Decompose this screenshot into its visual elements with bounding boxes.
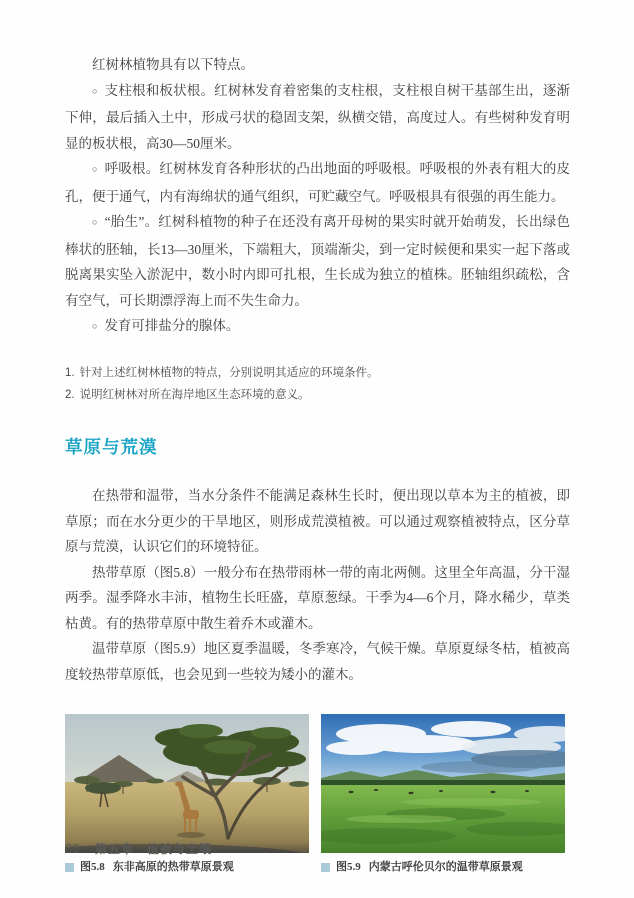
figure-label: 图5.9 — [336, 861, 361, 873]
circle-bullet-icon: ○ — [92, 85, 98, 96]
page-content — [65, 52, 570, 874]
circle-bullet-icon: ○ — [92, 164, 98, 174]
figure-label: 图5.8 — [80, 861, 105, 873]
grassland-photo — [321, 714, 565, 853]
circle-bullet-icon: ○ — [92, 321, 98, 331]
bullet-text: 呼吸根。红树林发育各种形状的凸出地面的呼吸根。呼吸根的外表有粗大的皮孔，便于通气，内有海绵状的通气组织，可贮藏空气。呼吸根具有很强的再生能力。 — [65, 161, 571, 204]
caption-square-icon — [65, 863, 74, 872]
paragraph-grassland-overview: 在热带和温带，当水分条件不能满足森林生长时，便出现以草本为主的植被，即草原；而在水分更少的干旱地区，则形成荒漠植被。可以通过观察植被特点，区分草原与荒漠，认识它们的环境特征。 — [65, 488, 570, 554]
grassland-photo-graphic — [321, 714, 565, 853]
question-text: 针对上述红树林植物的特点，分别说明其适应的环境条件。 — [79, 366, 379, 379]
question-item-2 — [65, 384, 570, 406]
section-heading-grassland-desert: 草原与荒漠 — [65, 436, 158, 457]
bullet-text: 发育可排盐分的腺体。 — [104, 318, 240, 333]
bullet-text: “胎生”。红树科植物的种子在还没有离开母树的果实时就开始萌发，长出绿色棒状的胚轴，长13—30厘米，下端粗大，顶端渐尖，到一定时候便和果实一起下落或脱离果实坠入淤泥中，数小时内即可扎根，生长成为独立的植株。胚轴组织疏松，含有空气，可长期漂浮海上而不失生命力。 — [65, 214, 571, 308]
paragraph-tropical-savanna: 热带草原（图5.8）一般分布在热带雨林一带的南北两侧。这里全年高温，分干湿两季。湿季降水丰沛，植物生长旺盛，草原葱绿。干季为4—6个月，降水稀少，草类枯黄。有的热带草原中散生着乔木或灌木。 — [65, 564, 570, 631]
question-text: 说明红树林对所在海岸地区生态环境的意义。 — [79, 388, 310, 401]
savanna-photo-graphic — [65, 714, 309, 853]
question-number: 1. — [65, 366, 75, 379]
bullet-item-breathing-roots — [65, 156, 570, 209]
bullet-item-vivipary — [65, 209, 570, 313]
figure-caption — [321, 861, 565, 874]
figure-caption — [65, 861, 309, 874]
question-item-1 — [65, 362, 570, 384]
mangrove-intro-paragraph: 红树林植物具有以下特点。 — [92, 57, 254, 72]
caption-square-icon — [321, 863, 330, 872]
figure-caption-text: 内蒙古呼伦贝尔的温带草原景观 — [368, 861, 523, 873]
circle-bullet-icon: ○ — [92, 217, 98, 227]
page-number: 86 — [65, 842, 79, 856]
question-number: 2. — [65, 388, 75, 401]
chapter-title: 第五章 植被与土壤 — [94, 842, 212, 856]
bullet-item-salt-glands — [65, 313, 570, 341]
activity-questions — [65, 362, 570, 406]
bullet-text: 支柱根和板状根。红树林发育着密集的支柱根，支柱根自树干基部生出，逐渐下伸，最后插入土中，形成弓状的稳固支架，纵横交错，高度过人。有些树种发育明显的板状根，高30—50厘米。 — [65, 82, 571, 151]
bullet-item-prop-roots — [65, 78, 570, 157]
figure-5-9 — [321, 714, 565, 874]
page-footer — [65, 840, 212, 857]
figure-caption-text: 东非高原的热带草原景观 — [112, 861, 234, 873]
savanna-photo — [65, 714, 309, 853]
paragraph-temperate-grassland: 温带草原（图5.9）地区夏季温暖，冬季寒冷，气候干燥。草原夏绿冬枯，植被高度较热带草原低，也会见到一些较为矮小的灌木。 — [65, 641, 570, 682]
